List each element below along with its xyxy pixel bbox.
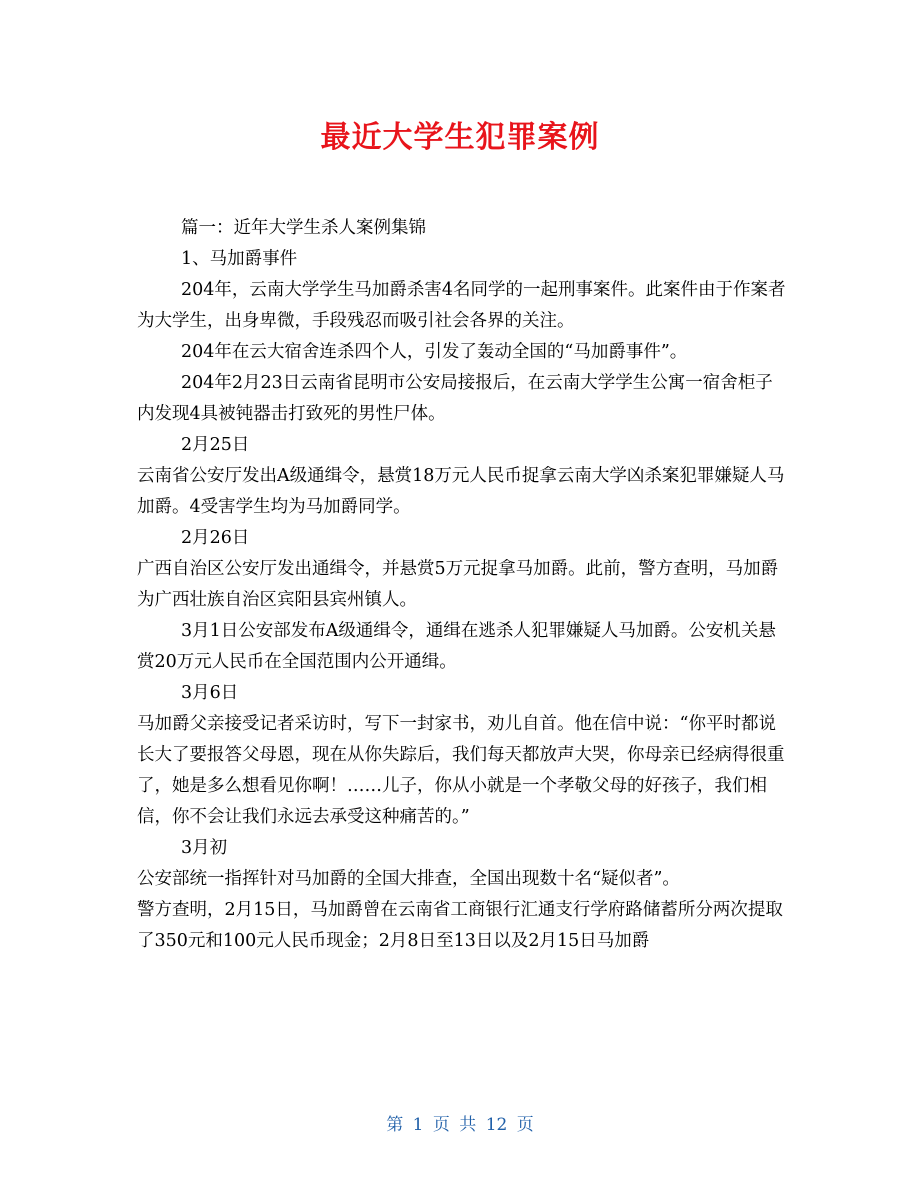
- paragraph: 3月1日公安部发布A级通缉令，通缉在逃杀人犯罪嫌疑人马加爵。公安机关悬赏20万元人民币在全国范围内公开通缉。: [137, 621, 776, 672]
- document-body: [137, 213, 787, 957]
- paragraph: 3月初: [181, 838, 228, 858]
- paragraph: 204年在云大宿舍连杀四个人，引发了轰动全国的“马加爵事件”。: [181, 342, 688, 362]
- document-title: 最近大学生犯罪案例: [320, 120, 600, 155]
- paragraph: 警方查明，2月15日，马加爵曾在云南省工商银行汇通支行学府路储蓄所分两次提取了350元和100元人民币现金；2月8日至13日以及2月15日马加爵: [137, 900, 783, 951]
- paragraph: 204年2月23日云南省昆明市公安局接报后，在云南大学学生公寓一宿舍柜子内发现4具被钝器击打致死的男性尸体。: [137, 373, 773, 424]
- paragraph: 204年，云南大学学生马加爵杀害4名同学的一起刑事案件。此案件由于作案者为大学生，出身卑微，手段残忍而吸引社会各界的关注。: [137, 280, 786, 331]
- page-footer: 第 1 页 共 12 页: [386, 1115, 534, 1135]
- paragraph: 3月6日: [181, 683, 239, 703]
- paragraph: 篇一：近年大学生杀人案例集锦: [181, 218, 426, 238]
- paragraph: 1、马加爵事件: [181, 249, 298, 269]
- paragraph: 云南省公安厅发出A级通缉令，悬赏18万元人民币捉拿云南大学凶杀案犯罪嫌疑人马加爵。4受害学生均为马加爵同学。: [137, 466, 785, 517]
- paragraph: 公安部统一指挥针对马加爵的全国大排查，全国出现数十名“疑似者”。: [137, 869, 680, 889]
- paragraph: 马加爵父亲接受记者采访时，写下一封家书，劝儿自首。他在信中说：“你平时都说长大了要报答父母恩，现在从你失踪后，我们每天都放声大哭，你母亲已经病得很重了，她是多么想看见你啊！……儿子，你从小就是一个孝敬父母的好孩子，我们相信，你不会让我们永远去承受这种痛苦的。”: [137, 714, 785, 827]
- paragraph: 广西自治区公安厅发出通缉令，并悬赏5万元捉拿马加爵。此前，警方查明，马加爵为广西壮族自治区宾阳县宾州镇人。: [137, 559, 779, 610]
- paragraph: 2月25日: [181, 435, 250, 455]
- paragraph: 2月26日: [181, 528, 250, 548]
